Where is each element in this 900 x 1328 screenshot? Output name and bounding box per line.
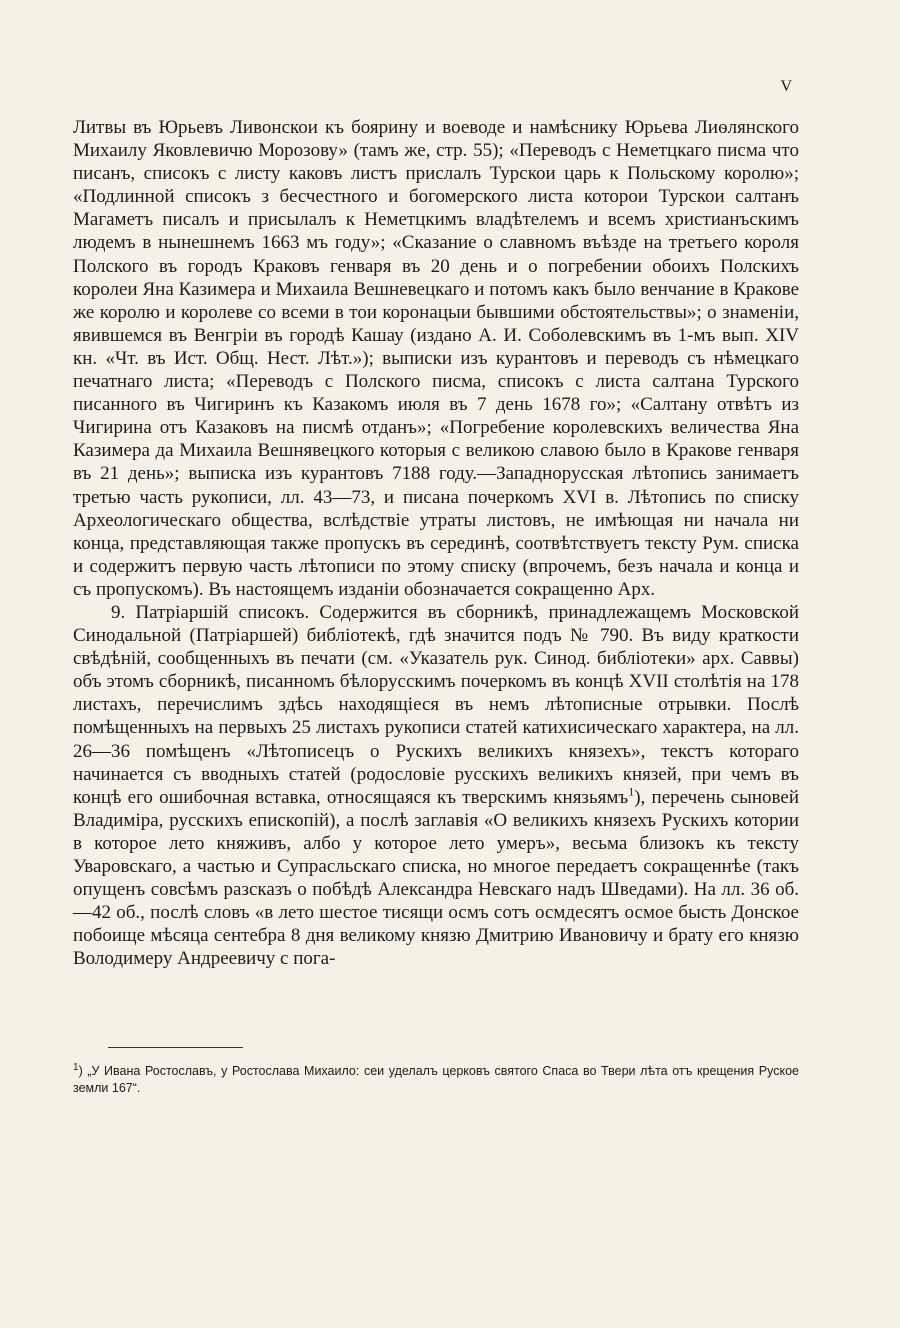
page-number: V [780,78,792,95]
paragraph-text-part-1: 9. Патріаршій списокъ. Содержится въ сборникѣ, принадлежащемъ Московской Синодальной (Патріаршей) библіотекѣ, гдѣ значится подъ № 790. Въ виду краткости свѣдѣній, сообщенныхъ въ печати (см. «Указатель рук. Синод. библіотеки» арх. Саввы) объ этомъ сборникѣ, писанномъ бѣлорусскимъ почеркомъ въ концѣ XVII столѣтія на 178 листахъ, перечислимъ здѣсь находящіеся въ немъ лѣтописные отрывки. Послѣ помѣщенныхъ на первыхъ 25 листахъ рукописи статей катихисическаго характера, на лл. 26—36 помѣщенъ «Лѣтописецъ о Рускихъ великихъ князехъ», текстъ котораго начинается съ вводныхъ статей (родословіе русскихъ великихъ князей, при чемъ въ концѣ его ошибочная вставка, относящаяся къ тверскимъ князьямъ [73,601,799,808]
paragraph-patriarshiy-spisok [73,601,799,971]
footnote-reference: 1 [628,784,635,799]
paragraph-continued: Литвы въ Юрьевъ Ливонскои къ боярину и воеводе и намѣснику Юрьева Лиѳлянского Михаилу Яковлевичю Морозову» (тамъ же, стр. 55); «Переводъ с Неметцкаго писма что писанъ, списокъ с листу каковъ листъ прислалъ Турскои царь к Польскому королю»; «Подлинной списокъ з бесчестного и богомерского листа которои Турскои салтанъ Магаметъ писалъ и присылалъ к Неметцкимъ владѣтелемъ и всемъ христианъскимъ людемъ в нынешнемъ 1663 мъ году»; «Сказание о славномъ въѣзде на третьего короля Полского въ городъ Краковъ генваря въ 20 день и о погребении обоихъ Полскихъ королеи Яна Казимера и Михаила Вешневецкаго и потомъ какъ было венчание в Кракове же королю и королеве со всеми в тои коронацыи бывшими обстоятельствы»; о знаменіи, явившемся въ Венгріи въ городѣ Кашау (издано А. И. Соболевскимъ въ 1-мъ вып. XIV кн. «Чт. въ Ист. Общ. Нест. Лѣт.»); выписки изъ курантовъ и переводъ съ нѣмецкаго печатнаго листа; «Переводъ с Полского писма, списокъ с листа салтана Турского писанного въ Чигиринъ къ Казакомъ июля въ 7 день 1678 го»; «Салтану отвѣтъ из Чигирина отъ Казаковъ на писмѣ отданъ»; «Погребение королевскихъ величества Яна Казимера да Михаила Вешнявецкого которыя с великою славою было в Кракове генваря въ 21 день»; выписка изъ курантовъ 7188 году.—Западнорусская лѣтопись занимаетъ третью часть рукописи, лл. 43—73, и писана почеркомъ XVI в. Лѣтопись по списку Археологическаго общества, вслѣдствіе утраты листовъ, не имѣющая ни начала ни конца, представляющая также пропускъ въ серединѣ, соотвѣтствуетъ тексту Рум. списка и содержитъ первую часть лѣтописи по этому списку (впрочемъ, безъ начала и конца и съ пропускомъ). Въ настоящемъ изданіи обозначается сокращенно Арх. [73,117,799,600]
body-text [73,116,799,970]
footnote [73,1063,799,1097]
footnote-divider [108,1047,243,1048]
footnote-mark: 1 [73,1061,79,1073]
paragraph-text-part-2: ), перечень сыновей Владиміра, русскихъ епископій), а послѣ заглавія «О великихъ князехъ Рускихъ котории в которое лето княживъ, албо у которое лето умеръ», весьма близокъ къ тексту Уваровскаго, а частью и Супрасльскаго списка, но многое передаетъ сокращеннѣе (такъ опущенъ совсѣмъ разсказъ о побѣдѣ Александра Невскаго надъ Шведами). На лл. 36 об.—42 об., послѣ словъ «в лето шестое тисящи осмъ сотъ осмдесятъ осмое бысть Донское побоище мѣсяца сентебра 8 дня великому князю Дмитрию Ивановичу и брату его князю Володимеру Андреевичу с пога- [73,786,799,970]
footnote-text: ) „У Ивана Ростославъ, у Ростослава Михаило: сеи уделалъ церковъ святого Спаса во Твери лѣта отъ крещения Руское земли 167“. [73,1064,799,1095]
